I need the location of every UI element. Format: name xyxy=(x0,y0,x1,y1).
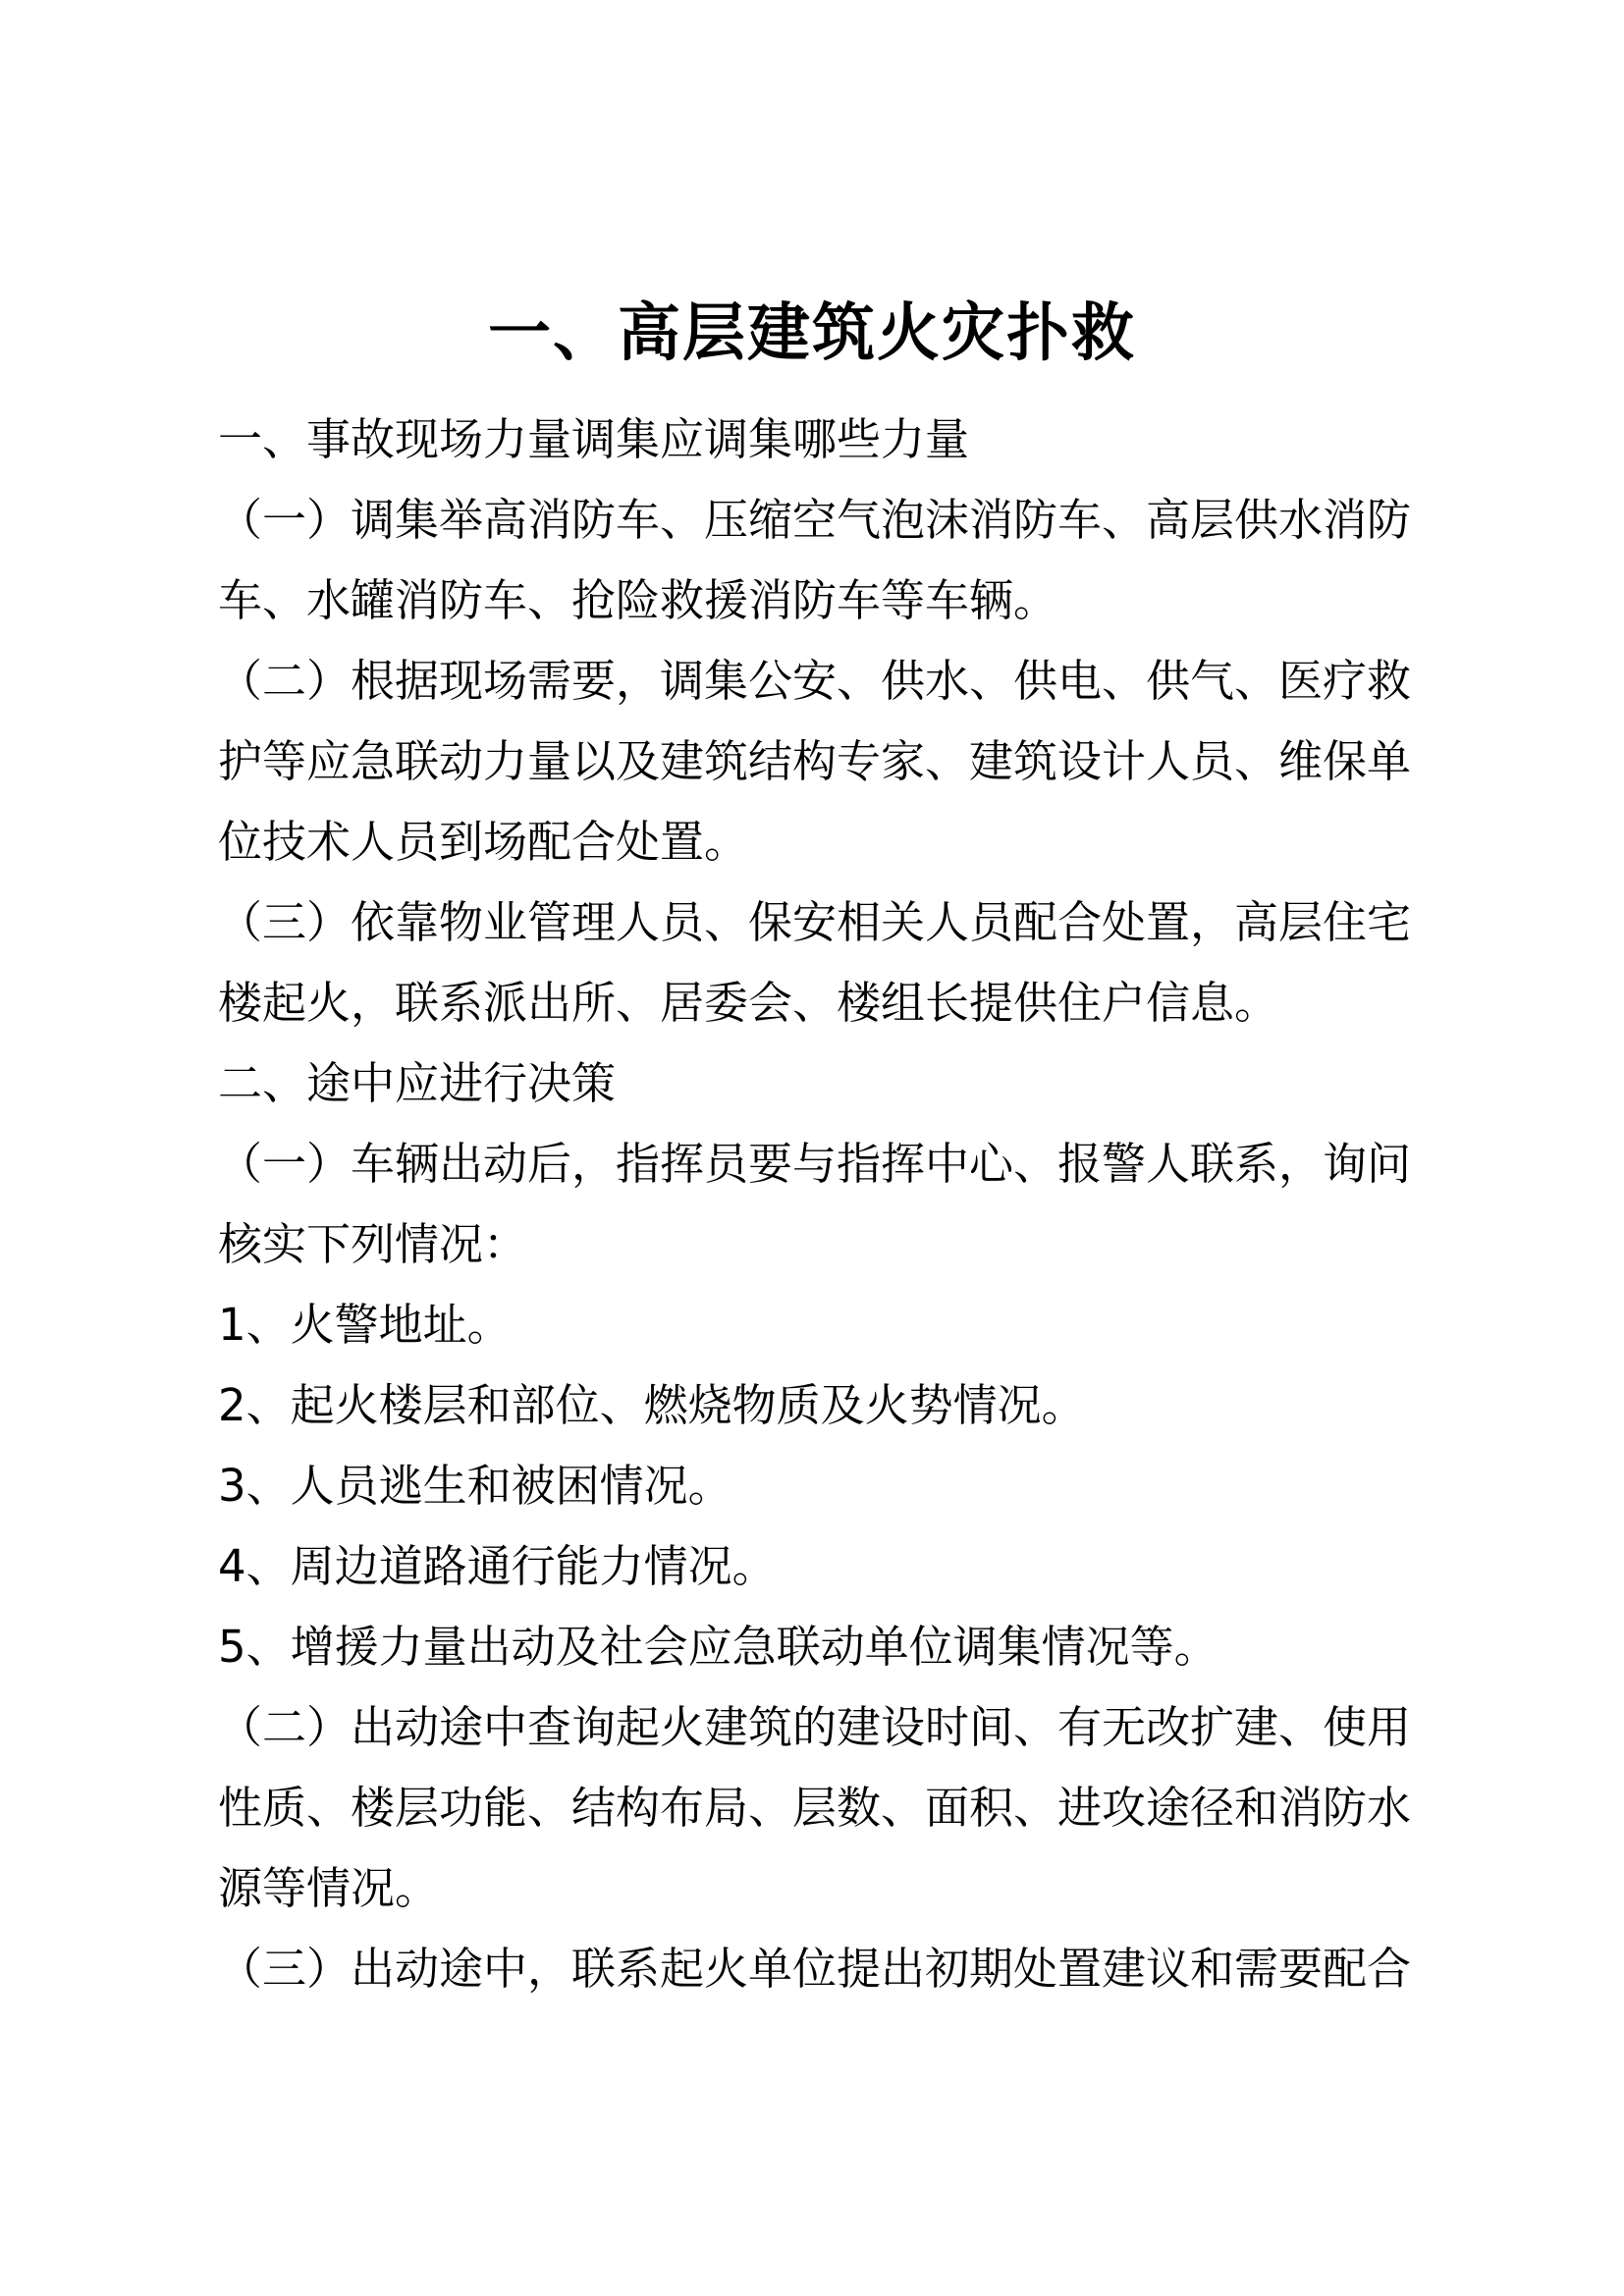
section-heading-1: 一、事故现场力量调集应调集哪些力量 xyxy=(218,413,970,465)
paragraph-line: 护等应急联动力量以及建筑结构专家、建筑设计人员、维保单 xyxy=(218,735,1412,787)
list-item: 1、火警地址。 xyxy=(218,1299,512,1351)
list-item: 2、起火楼层和部位、燃烧物质及火势情况。 xyxy=(218,1379,1086,1431)
paragraph-line: （一）调集举高消防车、压缩空气泡沫消防车、高层供水消防 xyxy=(218,494,1412,546)
paragraph-line: 车、水罐消防车、抢险救援消防车等车辆。 xyxy=(218,574,1058,626)
paragraph-line: 源等情况。 xyxy=(218,1862,440,1914)
paragraph-line: 性质、楼层功能、结构布局、层数、面积、进攻途径和消防水 xyxy=(218,1782,1412,1834)
list-item: 3、人员逃生和被困情况。 xyxy=(218,1460,732,1512)
paragraph-line: 位技术人员到场配合处置。 xyxy=(218,816,749,868)
paragraph-line: （一）车辆出动后，指挥员要与指挥中心、报警人联系，询问 xyxy=(218,1138,1412,1190)
document-title: 一、高层建筑火灾扑救 xyxy=(488,297,1136,370)
paragraph-line: 核实下列情况： xyxy=(218,1218,528,1270)
paragraph-line: （二）出动途中查询起火建筑的建设时间、有无改扩建、使用 xyxy=(218,1701,1412,1753)
paragraph-line: 楼起火，联系派出所、居委会、楼组长提供住户信息。 xyxy=(218,977,1279,1029)
paragraph-line: （三）出动途中，联系起火单位提出初期处置建议和需要配合 xyxy=(218,1943,1412,1995)
paragraph-line: （三）依靠物业管理人员、保安相关人员配合处置，高层住宅 xyxy=(218,896,1412,948)
section-heading-2: 二、途中应进行决策 xyxy=(218,1057,617,1109)
list-item: 5、增援力量出动及社会应急联动单位调集情况等。 xyxy=(218,1621,1218,1673)
paragraph-line: （二）根据现场需要，调集公安、供水、供电、供气、医疗救 xyxy=(218,655,1412,707)
list-item: 4、周边道路通行能力情况。 xyxy=(218,1540,777,1592)
